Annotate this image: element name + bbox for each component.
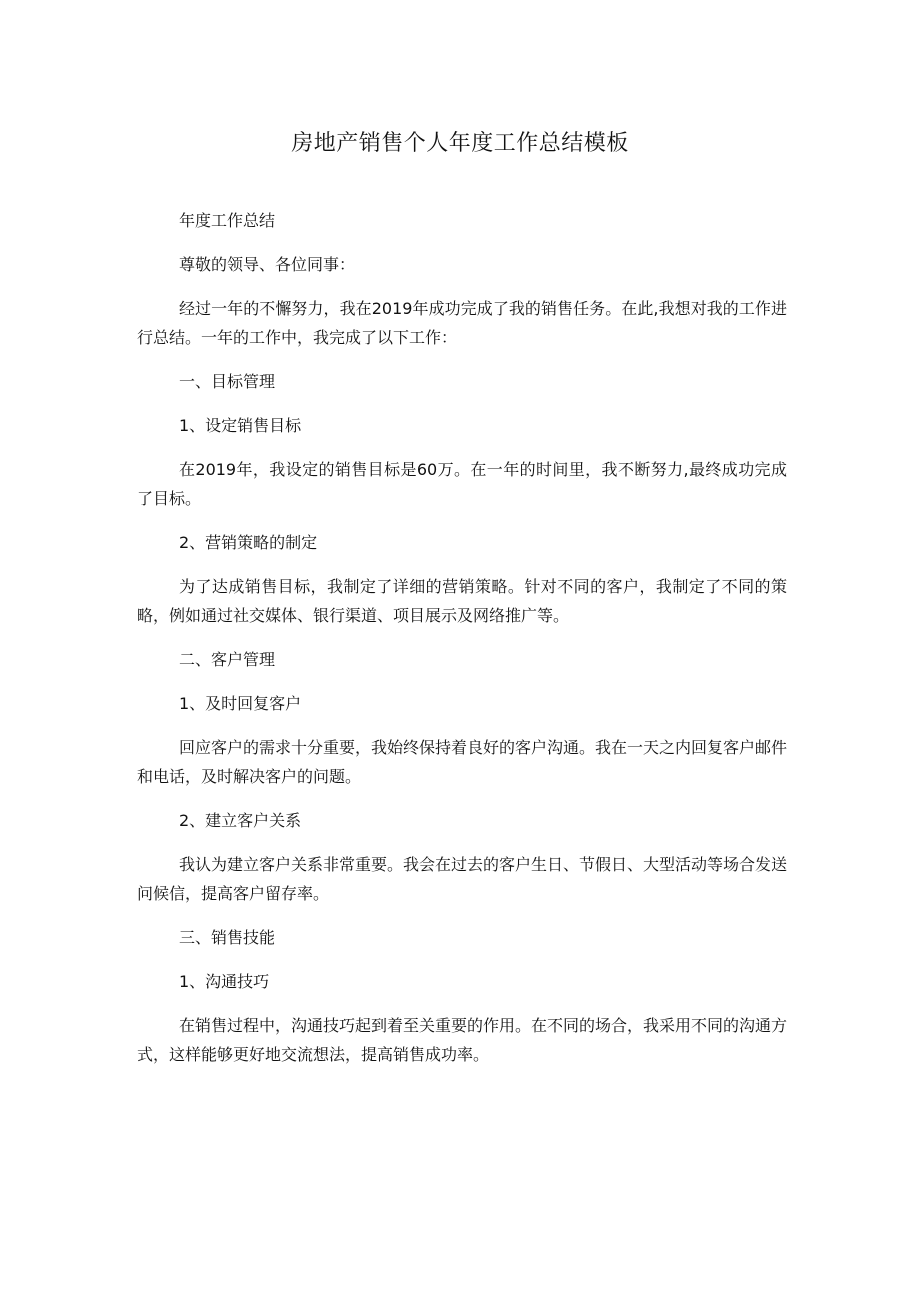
section-heading-annual-summary: 年度工作总结: [179, 211, 276, 230]
subheading-set-sales-goal: 1、设定销售目标: [179, 416, 302, 435]
subheading-customer-relations: 2、建立客户关系: [179, 811, 302, 830]
document-title: 房地产销售个人年度工作总结模板: [291, 131, 629, 156]
paragraph-communication-skills: 在销售过程中，沟通技巧起到着至关重要的作用。在不同的场合，我采用不同的沟通方式，这样能够更好地交流想法，提高销售成功率。: [137, 1016, 788, 1064]
intro-paragraph: 经过一年的不懈努力，我在2019年成功完成了我的销售任务。在此,我想对我的工作进行总结。一年的工作中，我完成了以下工作：: [137, 299, 787, 347]
paragraph-customer-relations: 我认为建立客户关系非常重要。我会在过去的客户生日、节假日、大型活动等场合发送问候信，提高客户留存率。: [137, 855, 788, 903]
section-heading-sales-skills: 三、销售技能: [179, 928, 276, 947]
paragraph-sales-goal: 在2019年，我设定的销售目标是60万。在一年的时间里，我不断努力,最终成功完成了目标。: [137, 460, 787, 508]
section-heading-goal-management: 一、目标管理: [179, 372, 276, 391]
subheading-timely-reply: 1、及时回复客户: [179, 694, 302, 713]
section-heading-customer-management: 二、客户管理: [179, 650, 276, 669]
subheading-communication-skills: 1、沟通技巧: [179, 972, 270, 991]
subheading-marketing-strategy: 2、营销策略的制定: [179, 533, 318, 552]
paragraph-timely-reply: 回应客户的需求十分重要，我始终保持着良好的客户沟通。我在一天之内回复客户邮件和电话，及时解决客户的问题。: [137, 738, 788, 786]
salutation: 尊敬的领导、各位同事：: [179, 255, 356, 274]
paragraph-marketing-strategy: 为了达成销售目标，我制定了详细的营销策略。针对不同的客户，我制定了不同的策略，例如通过社交媒体、银行渠道、项目展示及网络推广等。: [137, 577, 787, 625]
document-body: [137, 206, 787, 1069]
